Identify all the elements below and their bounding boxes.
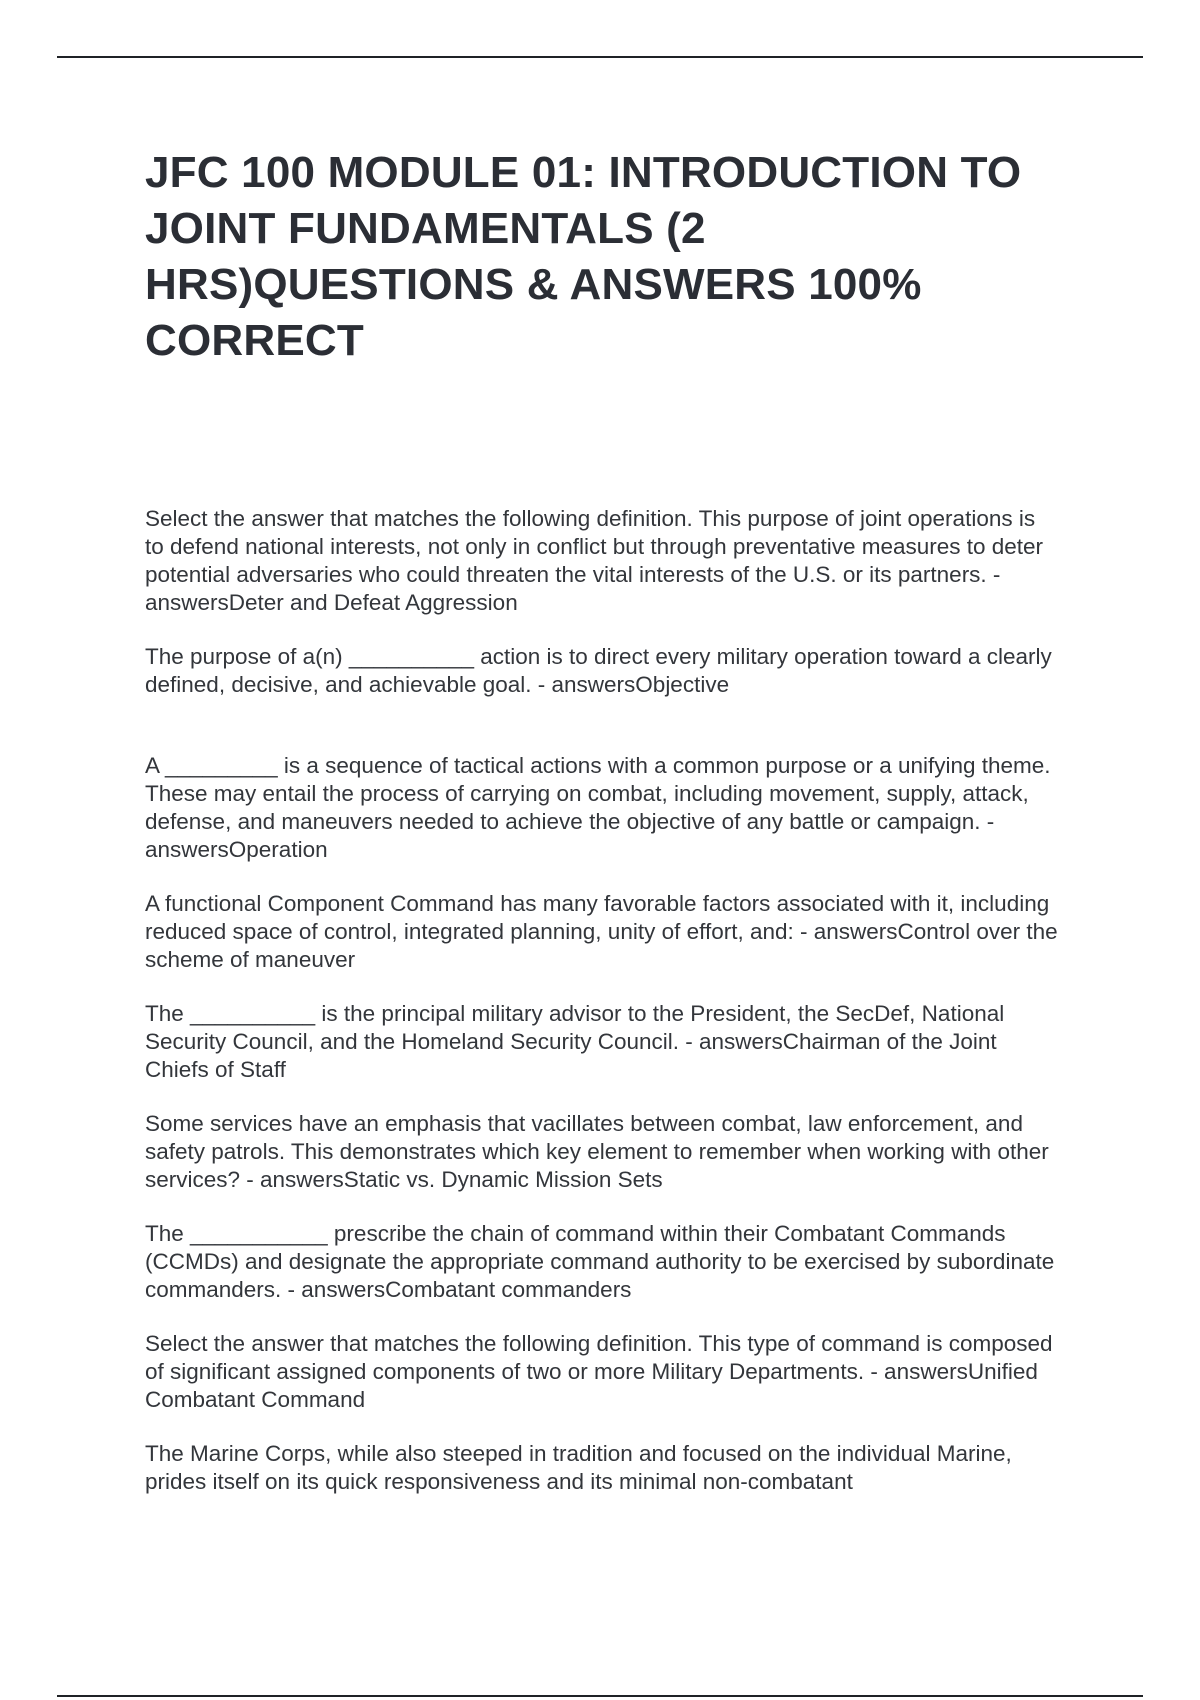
qa-item: The Marine Corps, while also steeped in tradition and focused on the individual Marine, prides itself on its quick responsiveness and its minimal non-combatant	[145, 1441, 1012, 1494]
document-title: JFC 100 MODULE 01: INTRODUCTION TO JOINT FUNDAMENTALS (2 HRS)QUESTIONS & ANSWERS 100% CORRECT	[145, 148, 1022, 365]
top-divider	[57, 56, 1143, 58]
qa-item: The ___________ prescribe the chain of command within their Combatant Commands (CCMDs) and designate the appropriate command authority to be exercised by subordinate commanders. - answersCombatant commanders	[145, 1221, 1055, 1302]
qa-item: A functional Component Command has many favorable factors associated with it, including reduced space of control, integrated planning, unity of effort, and: - answersControl over the scheme of maneuver	[145, 891, 1058, 972]
bottom-divider	[57, 1695, 1143, 1697]
qa-list	[145, 505, 1060, 1522]
qa-item: The purpose of a(n) __________ action is to direct every military operation toward a clearly defined, decisive, and achievable goal. - answersObjective	[145, 644, 1052, 697]
qa-item: Some services have an emphasis that vacillates between combat, law enforcement, and safety patrols. This demonstrates which key element to remember when working with other services? - answersStatic vs. Dynamic Mission Sets	[145, 1111, 1049, 1192]
qa-item: The __________ is the principal military advisor to the President, the SecDef, National Security Council, and the Homeland Security Council. - answersChairman of the Joint Chiefs of Staff	[145, 1001, 1005, 1082]
qa-item: Select the answer that matches the following definition. This purpose of joint operations is to defend national interests, not only in conflict but through preventative measures to deter potential adversaries who could threaten the vital interests of the U.S. or its partners. - answersDeter and Defeat Aggression	[145, 506, 1044, 615]
qa-item: A _________ is a sequence of tactical actions with a common purpose or a unifying theme. These may entail the process of carrying on combat, including movement, supply, attack, defense, and maneuvers needed to achieve the objective of any battle or campaign. - answersOperation	[145, 753, 1051, 862]
qa-item: Select the answer that matches the following definition. This type of command is composed of significant assigned components of two or more Military Departments. - answersUnified Combatant Command	[145, 1331, 1053, 1412]
